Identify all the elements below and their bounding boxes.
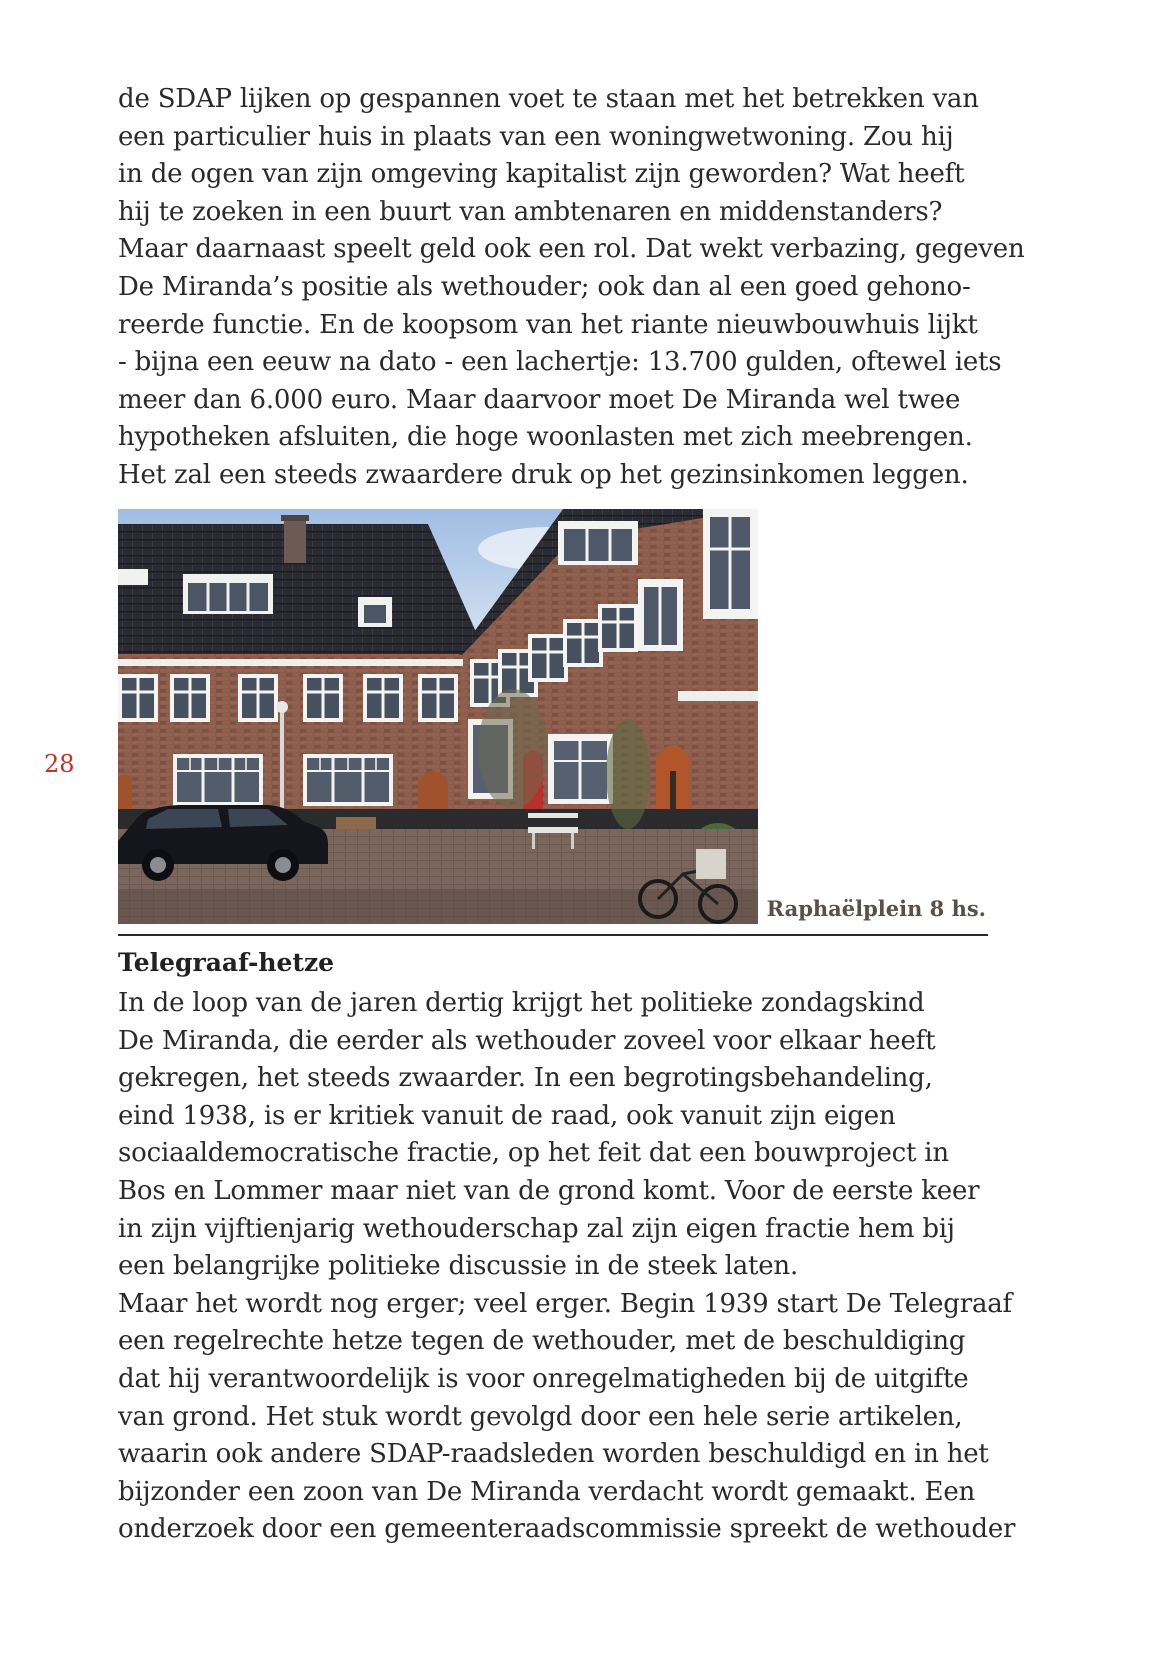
paragraph-line: in de ogen van zijn omgeving kapitalist zijn geworden? Wat heeft (118, 159, 965, 190)
paragraph-line: Het zal een steeds zwaardere druk op het gezinsinkomen leggen. (118, 459, 969, 490)
paragraph-line: Maar daarnaast speelt geld ook een rol. Dat wekt verbazing, gegeven (118, 234, 1025, 265)
paragraph-line: De Miranda’s positie als wethouder; ook dan al een goed gehono- (118, 271, 971, 302)
top-paragraph (118, 81, 1025, 495)
paragraph-line: eind 1938, is er kritiek vanuit de raad, ook vanuit zijn eigen (118, 1100, 896, 1131)
page-number: 28 (44, 750, 75, 778)
paragraph-line: een belangrijke politieke discussie in de steek laten. (118, 1251, 799, 1282)
paragraph-line: Bos en Lommer maar niet van de grond komt. Voor de eerste keer (118, 1175, 980, 1206)
paragraph-line: sociaaldemocratische fractie, op het feit dat een bouwproject in (118, 1138, 949, 1169)
paragraph-line: bijzonder een zoon van De Miranda verdacht wordt gemaakt. Een (118, 1476, 976, 1507)
paragraph-line: in zijn vijftienjarig wethouderschap zal zijn eigen fractie hem bij (118, 1213, 955, 1244)
paragraph-line: In de loop van de jaren dertig krijgt het politieke zondagskind (118, 988, 925, 1018)
photo-caption: Raphaëlplein 8 hs. (766, 896, 986, 921)
section-heading: Telegraaf-hetze (118, 948, 335, 977)
paragraph-line: dat hij verantwoordelijk is voor onregelmatigheden bij de uitgifte (118, 1363, 969, 1394)
paragraph-line: hij te zoeken in een buurt van ambtenaren en middenstanders? (118, 196, 943, 227)
paragraph-line: gekregen, het steeds zwaarder. In een begrotingsbehandeling, (118, 1063, 933, 1094)
paragraph-line: waarin ook andere SDAP-raadsleden worden beschuldigd en in het (118, 1439, 989, 1470)
paragraph-line: De Miranda, die eerder als wethouder zoveel voor elkaar heeft (118, 1025, 936, 1056)
paragraph-line: van grond. Het stuk wordt gevolgd door een hele serie artikelen, (118, 1401, 963, 1432)
paragraph-line: een particulier huis in plaats van een woningwetwoning. Zou hij (118, 121, 954, 152)
house-photo (118, 509, 758, 924)
paragraph-line: hypotheken afsluiten, die hoge woonlasten met zich meebrengen. (118, 422, 973, 453)
paragraph-line: onderzoek door een gemeenteraadscommissie spreekt de wethouder (118, 1514, 1016, 1545)
bottom-paragraph (118, 985, 1016, 1549)
paragraph-line: een regelrechte hetze tegen de wethouder, met de beschuldiging (118, 1326, 966, 1357)
paragraph-line: - bijna een eeuw na dato - een lachertje: 13.700 gulden, oftewel iets (118, 347, 1002, 378)
paragraph-line: Maar het wordt nog erger; veel erger. Begin 1939 start De Telegraaf (118, 1288, 1012, 1319)
paragraph-line: meer dan 6.000 euro. Maar daarvoor moet De Miranda wel twee (118, 384, 961, 415)
divider-rule (118, 934, 988, 936)
paragraph-line: de SDAP lijken op gespannen voet te staan met het betrekken van (118, 84, 979, 114)
paragraph-line: reerde functie. En de koopsom van het riante nieuwbouwhuis lijkt (118, 309, 978, 340)
